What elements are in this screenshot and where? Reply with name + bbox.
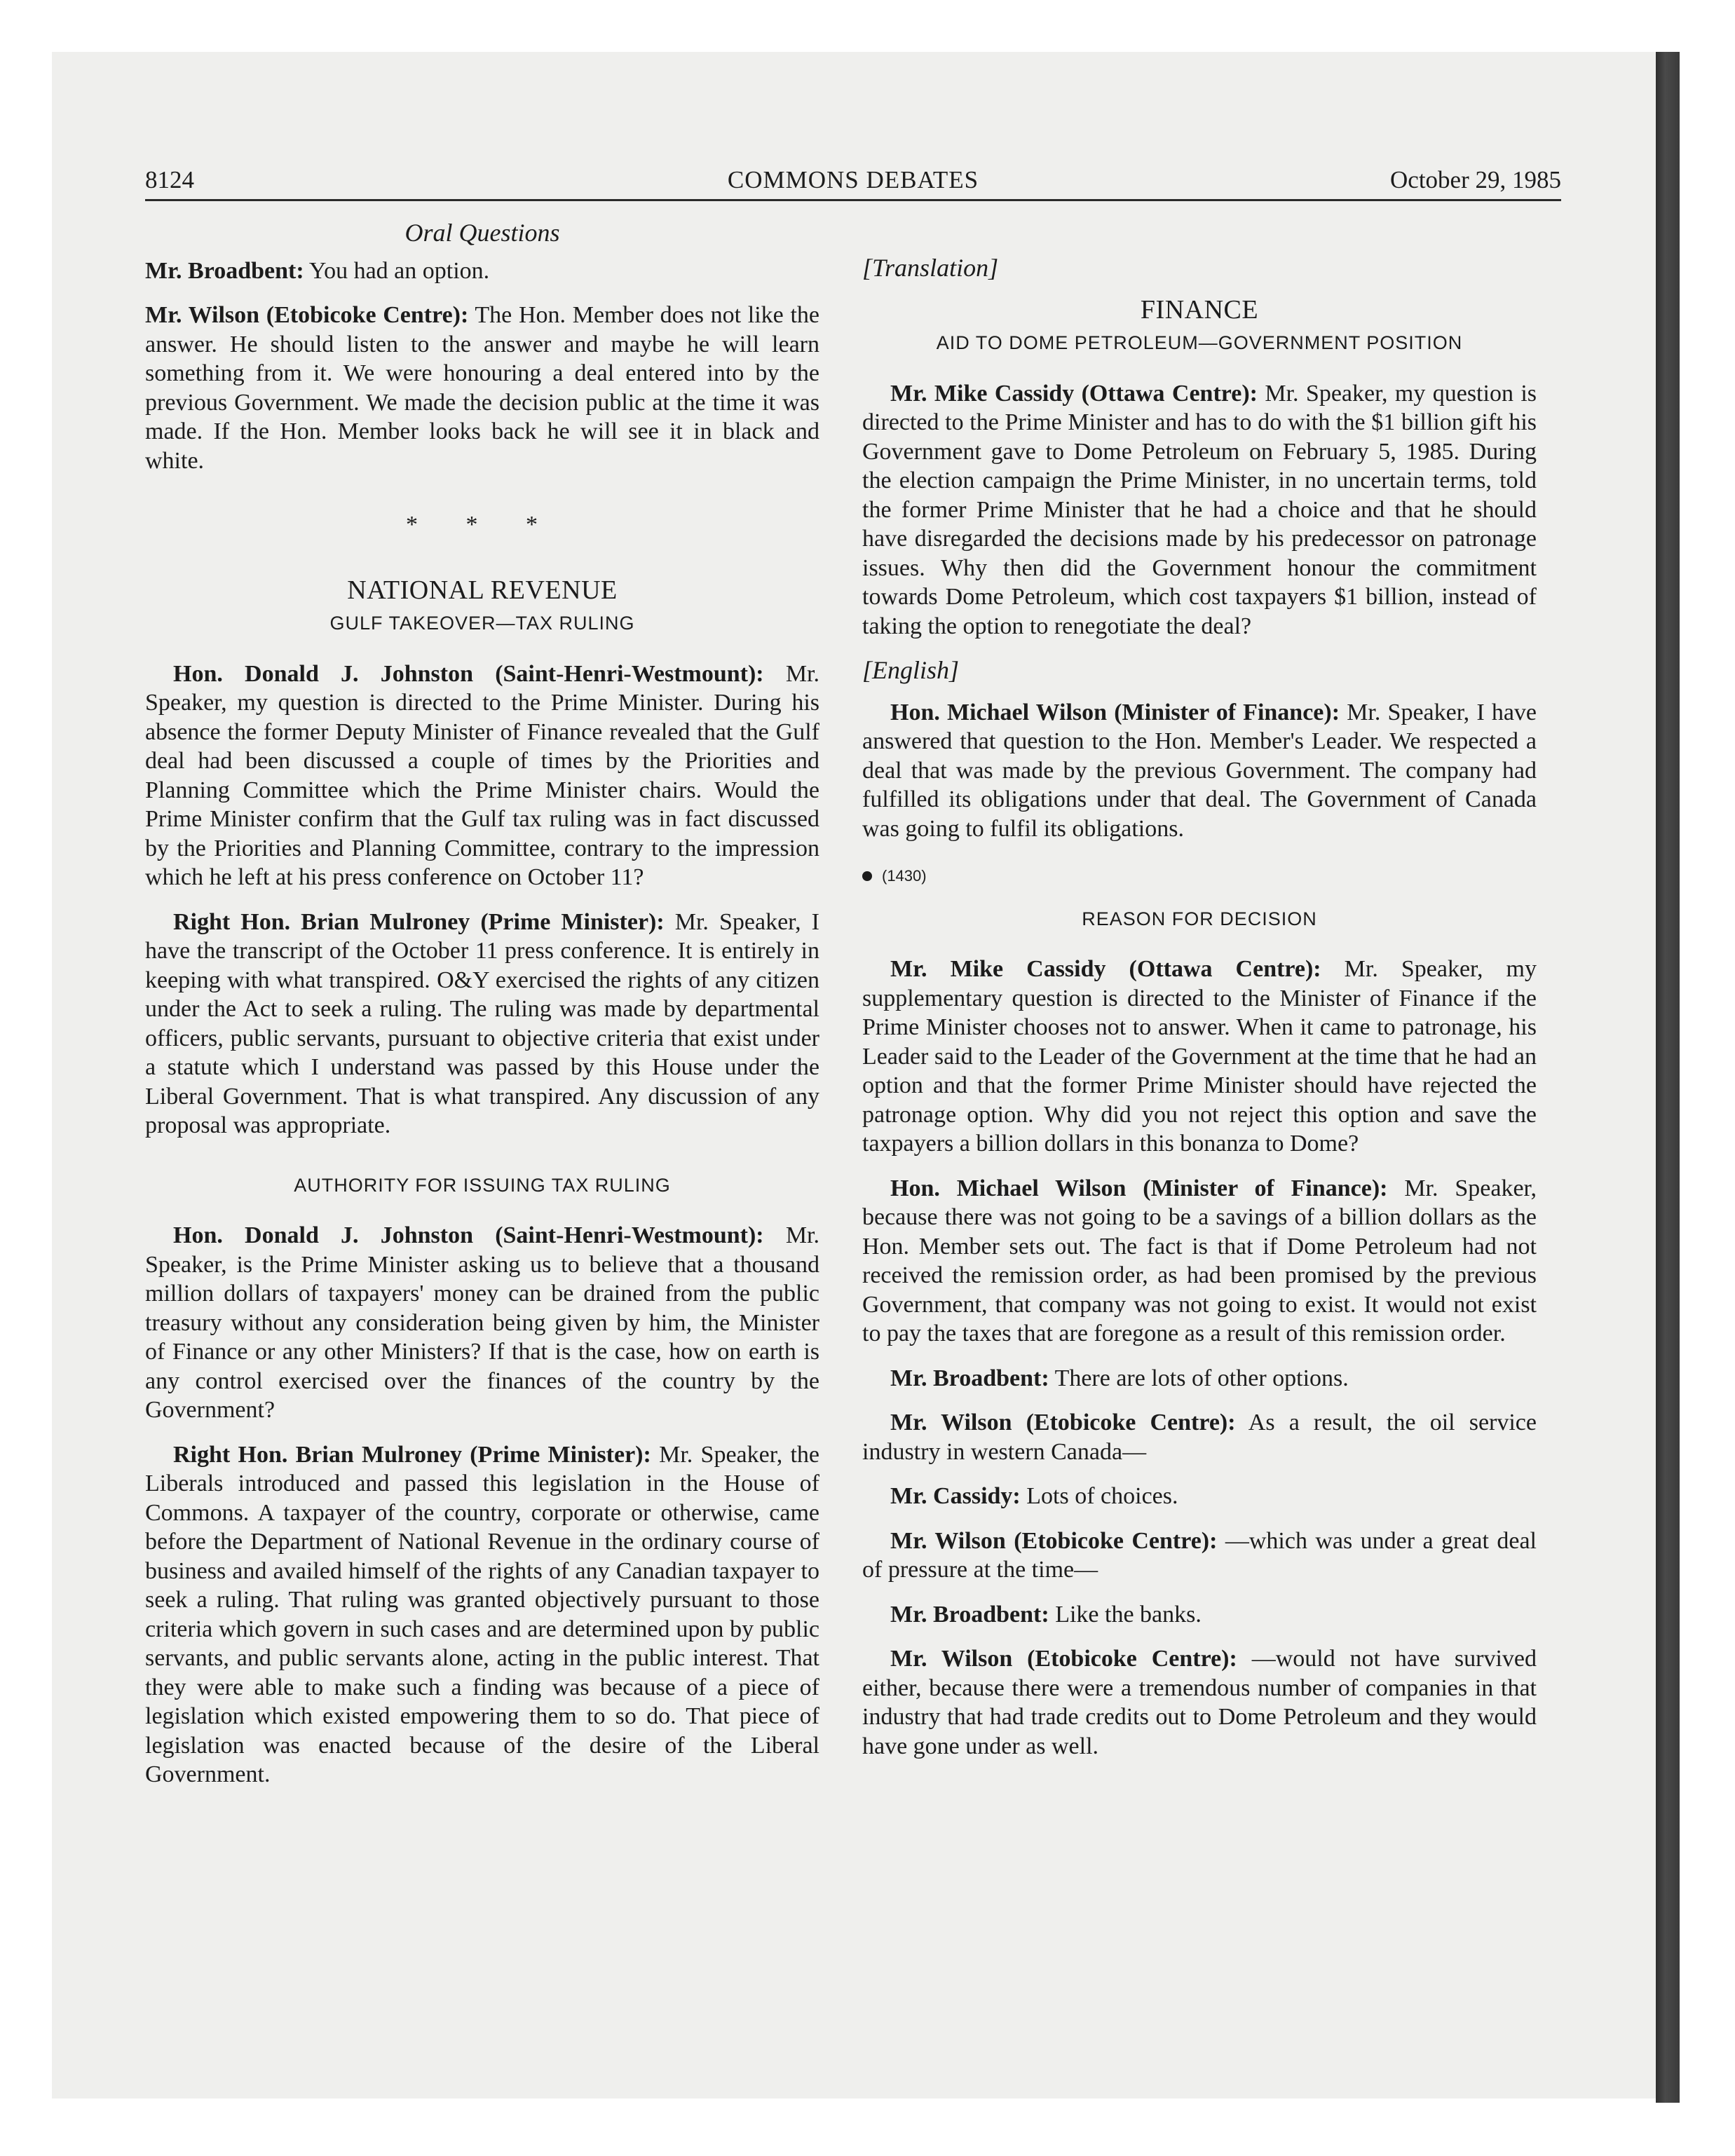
- speaker-name: Mr. Wilson (Etobicoke Centre):: [145, 302, 469, 328]
- speech: [862, 1644, 1537, 1761]
- page-header: [145, 163, 1561, 201]
- speech-text: —would not have survived either, because there were a tremendous number of companies in that industry that had trade credits out to Dome Petroleum and they would have gone under as well.: [862, 1646, 1537, 1759]
- exchange-group-right-3: [862, 955, 1537, 1761]
- speaker-name: Mr. Wilson (Etobicoke Centre):: [890, 1527, 1218, 1554]
- speech: [862, 1364, 1537, 1393]
- speech: [862, 1600, 1537, 1630]
- speech-text: Mr. Speaker, is the Prime Minister asking us to believe that a thousand million dollars of taxpayers' money can be drained from the public treasury without any consideration being given by him, the Minister of Finance or any other Ministers? If that is the case, how on earth is any control exercised over the finances of the country by the Government?: [145, 1222, 819, 1423]
- left-column: [145, 212, 819, 1805]
- subheading: AID TO DOME PETROLEUM—GOVERNMENT POSITION: [936, 332, 1463, 353]
- speaker-name: Hon. Donald J. Johnston (Saint-Henri-Westmount):: [173, 1222, 764, 1248]
- speech: [862, 1482, 1537, 1511]
- exchange-group-1: [145, 257, 819, 476]
- speech: [862, 955, 1537, 1159]
- speech: [862, 1174, 1537, 1349]
- right-column: [862, 212, 1537, 1776]
- section-label: Oral Questions: [404, 219, 560, 247]
- speech: [862, 698, 1537, 844]
- binding-edge: [1656, 52, 1680, 2103]
- speech-text: Mr. Speaker, my question is directed to the Prime Minister. During his absence the former Deputy Minister of Finance revealed that the Gulf deal had been discussed a couple of times by the Priorities and Planning Committee which the Prime Minister chairs. Would the Prime Minister confirm that the Gulf tax ruling was in fact discussed by the Priorities and Planning Committee, contrary to the impression which he left at his press conference on October 11?: [145, 660, 819, 890]
- speaker-name: Mr. Mike Cassidy (Ottawa Centre):: [890, 956, 1321, 982]
- speaker-name: Mr. Broadbent:: [890, 1365, 1049, 1391]
- subheading: AUTHORITY FOR ISSUING TAX RULING: [294, 1174, 671, 1196]
- speech-text: —which was under a great deal of pressure at the time—: [862, 1527, 1537, 1583]
- time-marker: [862, 861, 1537, 891]
- speech: [145, 908, 819, 1140]
- speech-text: Mr. Speaker, the Liberals introduced and passed this legislation in the House of Commons. A taxpayer of the country, corporate or otherwise, came before the Department of National Revenue in the ordinary course of business and availed himself of the rights of any Canadian taxpayer to seek a ruling. That ruling was granted objectively pursuant to those criteria which govern in such cases and are determined upon by public servants, and public servants alone, acting in the public interest. That they were able to make such a finding was because of a piece of legislation which existed empowering them to so do. That piece of legislation was enacted because of the desire of the Liberal Government.: [145, 1441, 820, 1787]
- speaker-name: Hon. Donald J. Johnston (Saint-Henri-Westmount):: [173, 660, 764, 687]
- speaker-name: Right Hon. Brian Mulroney (Prime Minister):: [173, 908, 665, 935]
- speech: [145, 660, 819, 892]
- speech-text: Mr. Speaker, I have the transcript of the October 11 press conference. It is entirely in keeping with what transpired. O&Y exercised the rights of any citizen under the Act to seek a ruling. The ruling was made by departmental officers, public servants, pursuant to objective criteria that exist under a statute which I understand was passed by this House under the Liberal Government. That is what transpired. Any discussion of any proposal was appropriate.: [145, 908, 819, 1138]
- speaker-name: Hon. Michael Wilson (Minister of Finance):: [890, 1175, 1388, 1201]
- speech-text: You had an option.: [304, 257, 490, 284]
- language-marker: [Translation]: [862, 254, 999, 282]
- subheading: REASON FOR DECISION: [1082, 908, 1317, 929]
- speech: [145, 257, 819, 286]
- speech: [145, 301, 819, 475]
- speaker-name: Right Hon. Brian Mulroney (Prime Minister):: [173, 1441, 651, 1468]
- speech-text: Mr. Speaker, because there was not going to be a savings of a billion dollars as the Hon. Member sets out. The fact is that if Dome Petroleum had not received the remission order, as had been promised by the previous Government, that company was not going to exist. It would not exist to pay the taxes that are foregone as a result of this remission order.: [862, 1175, 1537, 1346]
- speech-text: Mr. Speaker, I have answered that question to the Hon. Member's Leader. We respected a deal that was made by the previous Government. The company had fulfilled its obligations under that deal. The Government of Canada was going to fulfil its obligations.: [862, 699, 1537, 842]
- speech-text: Like the banks.: [1049, 1601, 1202, 1628]
- speaker-name: Mr. Mike Cassidy (Ottawa Centre):: [890, 380, 1258, 407]
- speech-text: The Hon. Member does not like the answer. He should listen to the answer and maybe he will learn something from it. We were honouring a deal entered into by the previous Government. We made the decision public at the time it was made. If the Hon. Member looks back he will see it in black and white.: [145, 302, 819, 474]
- speech: [145, 1440, 819, 1789]
- speaker-name: Mr. Cassidy:: [890, 1483, 1021, 1509]
- speech: [862, 379, 1537, 641]
- speaker-name: Mr. Wilson (Etobicoke Centre):: [890, 1410, 1236, 1435]
- speech-text: There are lots of other options.: [1049, 1365, 1349, 1391]
- speech: [862, 1527, 1537, 1585]
- section-heading: FINANCE: [1140, 294, 1259, 325]
- publication-title: COMMONS DEBATES: [727, 166, 979, 193]
- page-number: 8124: [145, 166, 194, 193]
- bullet-icon: [862, 871, 872, 881]
- speech-text: As a result, the oil service industry in western Canada—: [862, 1410, 1537, 1465]
- speaker-name: Hon. Michael Wilson (Minister of Finance):: [890, 699, 1340, 725]
- speech: [862, 1408, 1537, 1466]
- publication-date: October 29, 1985: [1390, 166, 1561, 193]
- time-marker-text: (1430): [882, 867, 927, 885]
- speaker-name: Mr. Broadbent:: [145, 257, 304, 284]
- section-heading: NATIONAL REVENUE: [347, 575, 618, 605]
- speaker-name: Mr. Broadbent:: [890, 1601, 1049, 1628]
- language-marker: [English]: [862, 656, 960, 684]
- speech-text: Mr. Speaker, my question is directed to the Prime Minister and has to do with the $1 billion gift his Government gave to Dome Petroleum on February 5, 1985. During the election campaign the Prime Minister, in no uncertain terms, told the former Prime Minister that he had a choice and that he should have disregarded the decisions made by his predecessor on patronage issues. Why then did the Government honour the commitment towards Dome Petroleum, which cost taxpayers $1 billion, instead of taking the option to renegotiate the deal?: [862, 380, 1537, 639]
- subheading: GULF TAKEOVER—TAX RULING: [329, 613, 635, 634]
- speaker-name: Mr. Wilson (Etobicoke Centre):: [890, 1646, 1237, 1672]
- exchange-group-2: [145, 660, 819, 1140]
- speech-text: Mr. Speaker, my supplementary question is directed to the Minister of Finance if the Prime Minister chooses not to answer. When it came to patronage, his Leader said to the Leader of the Government at the time that he had an option and that the former Prime Minister should have rejected the patronage option. Why did you not reject this option and save the taxpayers a billion dollars in this bonanza to Dome?: [862, 956, 1537, 1157]
- exchange-group-3: [145, 1221, 819, 1789]
- speech: [145, 1221, 819, 1425]
- section-separator: * * *: [406, 512, 559, 538]
- speech-text: Lots of choices.: [1020, 1483, 1178, 1509]
